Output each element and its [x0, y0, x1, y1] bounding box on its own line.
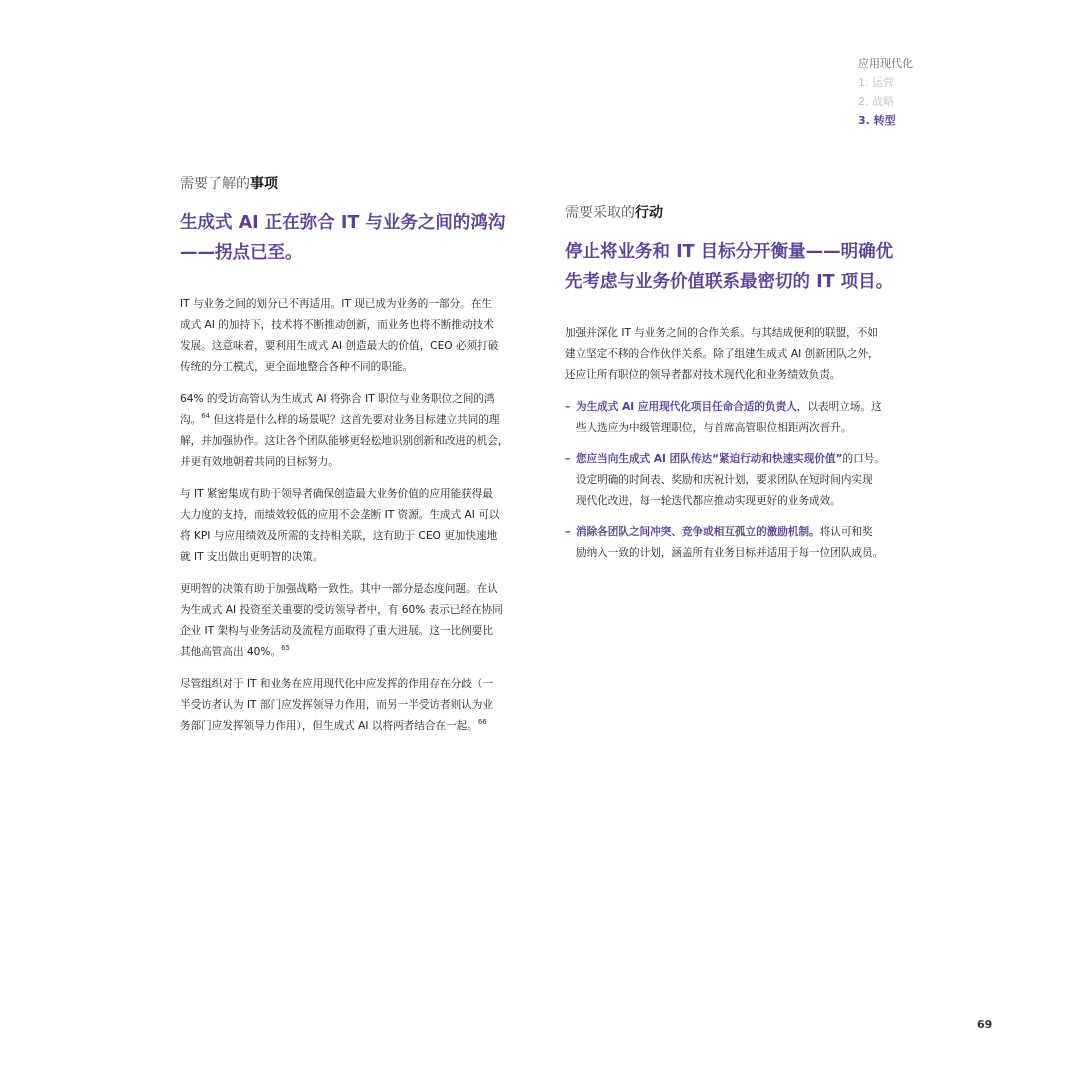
section-nav [858, 54, 913, 130]
text-line [576, 397, 905, 418]
text-line [576, 522, 905, 543]
left-section-label [180, 174, 525, 194]
left-headline-line: ——拐点已至。 [180, 243, 303, 263]
footnote-ref[interactable]: 65 [281, 644, 290, 652]
nav-item-operations[interactable]: 1. 运营 [858, 76, 894, 89]
text-fragment: 将认可和奖 [819, 526, 873, 538]
left-headline [180, 208, 525, 268]
text-line: 发展。这意味着，要利用生成式 AI 创造最大的价值，CEO 必须打破 [180, 340, 499, 352]
text-fragment: 但这将是什么样的场景呢？这首先要对业务目标建立共同的理 [213, 414, 500, 426]
action-item [565, 397, 905, 439]
left-headline-line: 生成式 AI 正在弥合 IT 与业务之间的鸿沟 [180, 213, 506, 233]
text-fragment: 务部门应发挥领导力作用），但生成式 AI 以将两者结合在一起。 [180, 720, 478, 732]
text-line: 与 IT 紧密集成有助于领导者确保创造最大业务价值的应用能获得最 [180, 488, 493, 500]
text-line-with-footnote [180, 642, 525, 663]
right-label-strong: 行动 [635, 205, 663, 221]
text-fragment: 其他高管高出 40%。 [180, 646, 282, 658]
text-line: 尽管组织对于 IT 和业务在应用现代化中应发挥的作用存在分歧（一 [180, 678, 493, 690]
action-item [565, 522, 905, 564]
dash-bullet: – [565, 401, 571, 413]
text-line: 励纳入一致的计划，涵盖所有业务目标并适用于每一位团队成员。 [576, 547, 884, 559]
page-number: 69 [977, 1018, 993, 1031]
left-column [180, 174, 525, 748]
text-fragment: 沟。 [180, 414, 202, 426]
text-line: 将 KPI 与应用绩效及所需的支持相关联，这有助于 CEO 更加快速地 [180, 530, 498, 542]
text-fragment: ，以表明立场。这 [796, 401, 882, 413]
text-line-with-footnote [180, 410, 525, 431]
right-headline [565, 237, 905, 297]
left-label-strong: 事项 [250, 176, 278, 192]
left-label-plain: 需要了解的 [180, 176, 250, 192]
action-item [565, 449, 905, 512]
text-line: 解，并加强协作。这让各个团队能够更轻松地识别创新和改进的机会， [180, 435, 509, 447]
text-line: 并更有效地朝着共同的目标努力。 [180, 456, 339, 468]
right-headline-line: 先考虑与业务价值联系最密切的 IT 项目。 [565, 272, 894, 292]
text-line: 加强并深化 IT 与业务之间的合作关系。与其结成便利的联盟，不如 [565, 327, 878, 339]
text-line: 成式 AI 的加持下，技术将不断推动创新，而业务也将不断推动技术 [180, 319, 494, 331]
left-paragraph-5 [180, 674, 525, 737]
action-list [565, 397, 905, 564]
text-line: 就 IT 支出做出更明智的决策。 [180, 551, 324, 563]
action-highlight: 您应当向生成式 AI 团队传达“紧迫行动和快速实现价值” [576, 453, 843, 465]
text-line: 设定明确的时间表、奖励和庆祝计划，要求团队在短时间内实现 [576, 474, 873, 486]
text-line: 更明智的决策有助于加强战略一致性。其中一部分是态度问题。在认 [180, 583, 498, 595]
nav-item-strategy[interactable]: 2. 战略 [858, 95, 894, 108]
right-label-plain: 需要采取的 [565, 205, 635, 221]
left-paragraph-4 [180, 579, 525, 663]
dash-bullet: – [565, 453, 571, 465]
text-line: IT 与业务之间的划分已不再适用。IT 现已成为业务的一部分。在生 [180, 298, 492, 310]
footnote-ref[interactable]: 66 [477, 718, 487, 726]
left-paragraph-2 [180, 389, 525, 473]
nav-title: 应用现代化 [858, 57, 913, 70]
dash-bullet: – [565, 526, 571, 538]
nav-item-transformation[interactable]: 3. 转型 [858, 114, 896, 127]
right-headline-line: 停止将业务和 IT 目标分开衡量——明确优 [565, 242, 894, 262]
text-fragment: 的口号。 [842, 453, 885, 465]
text-line: 企业 IT 架构与业务活动及流程方面取得了重大进展。这一比例要比 [180, 625, 493, 637]
text-line: 还应让所有职位的领导者都对技术现代化和业务绩效负责。 [565, 369, 841, 381]
text-line: 现代化改进，每一轮迭代都应推动实现更好的业务成效。 [576, 495, 841, 507]
right-column [565, 203, 905, 574]
text-line: 半受访者认为 IT 部门应发挥领导力作用，而另一半受访者则认为业 [180, 699, 493, 711]
text-line: 些人选应为中级管理职位，与首席高管职位相距两次晋升。 [576, 422, 852, 434]
text-line: 为生成式 AI 投资至关重要的受访领导者中，有 60% 表示已经在协同 [180, 604, 503, 616]
text-line: 大力度的支持，而绩效较低的应用不会垄断 IT 资源。生成式 AI 可以 [180, 509, 500, 521]
right-intro [565, 323, 905, 386]
right-section-label [565, 203, 905, 223]
left-paragraph-3 [180, 484, 525, 568]
action-highlight: 消除各团队之间冲突、竞争或相互孤立的激励机制。 [576, 526, 820, 538]
footnote-ref[interactable]: 64 [201, 412, 211, 420]
action-highlight: 为生成式 AI 应用现代化项目任命合适的负责人 [576, 401, 797, 413]
text-line: 建立坚定不移的合作伙伴关系。除了组建生成式 AI 创新团队之外， [565, 348, 879, 360]
text-line: 传统的分工模式，更全面地整合各种不同的职能。 [180, 361, 414, 373]
text-line [576, 449, 905, 470]
left-paragraph-1 [180, 294, 525, 378]
text-line-with-footnote [180, 716, 525, 737]
text-line: 64% 的受访高管认为生成式 AI 将弥合 IT 职位与业务职位之间的鸿 [180, 393, 495, 405]
